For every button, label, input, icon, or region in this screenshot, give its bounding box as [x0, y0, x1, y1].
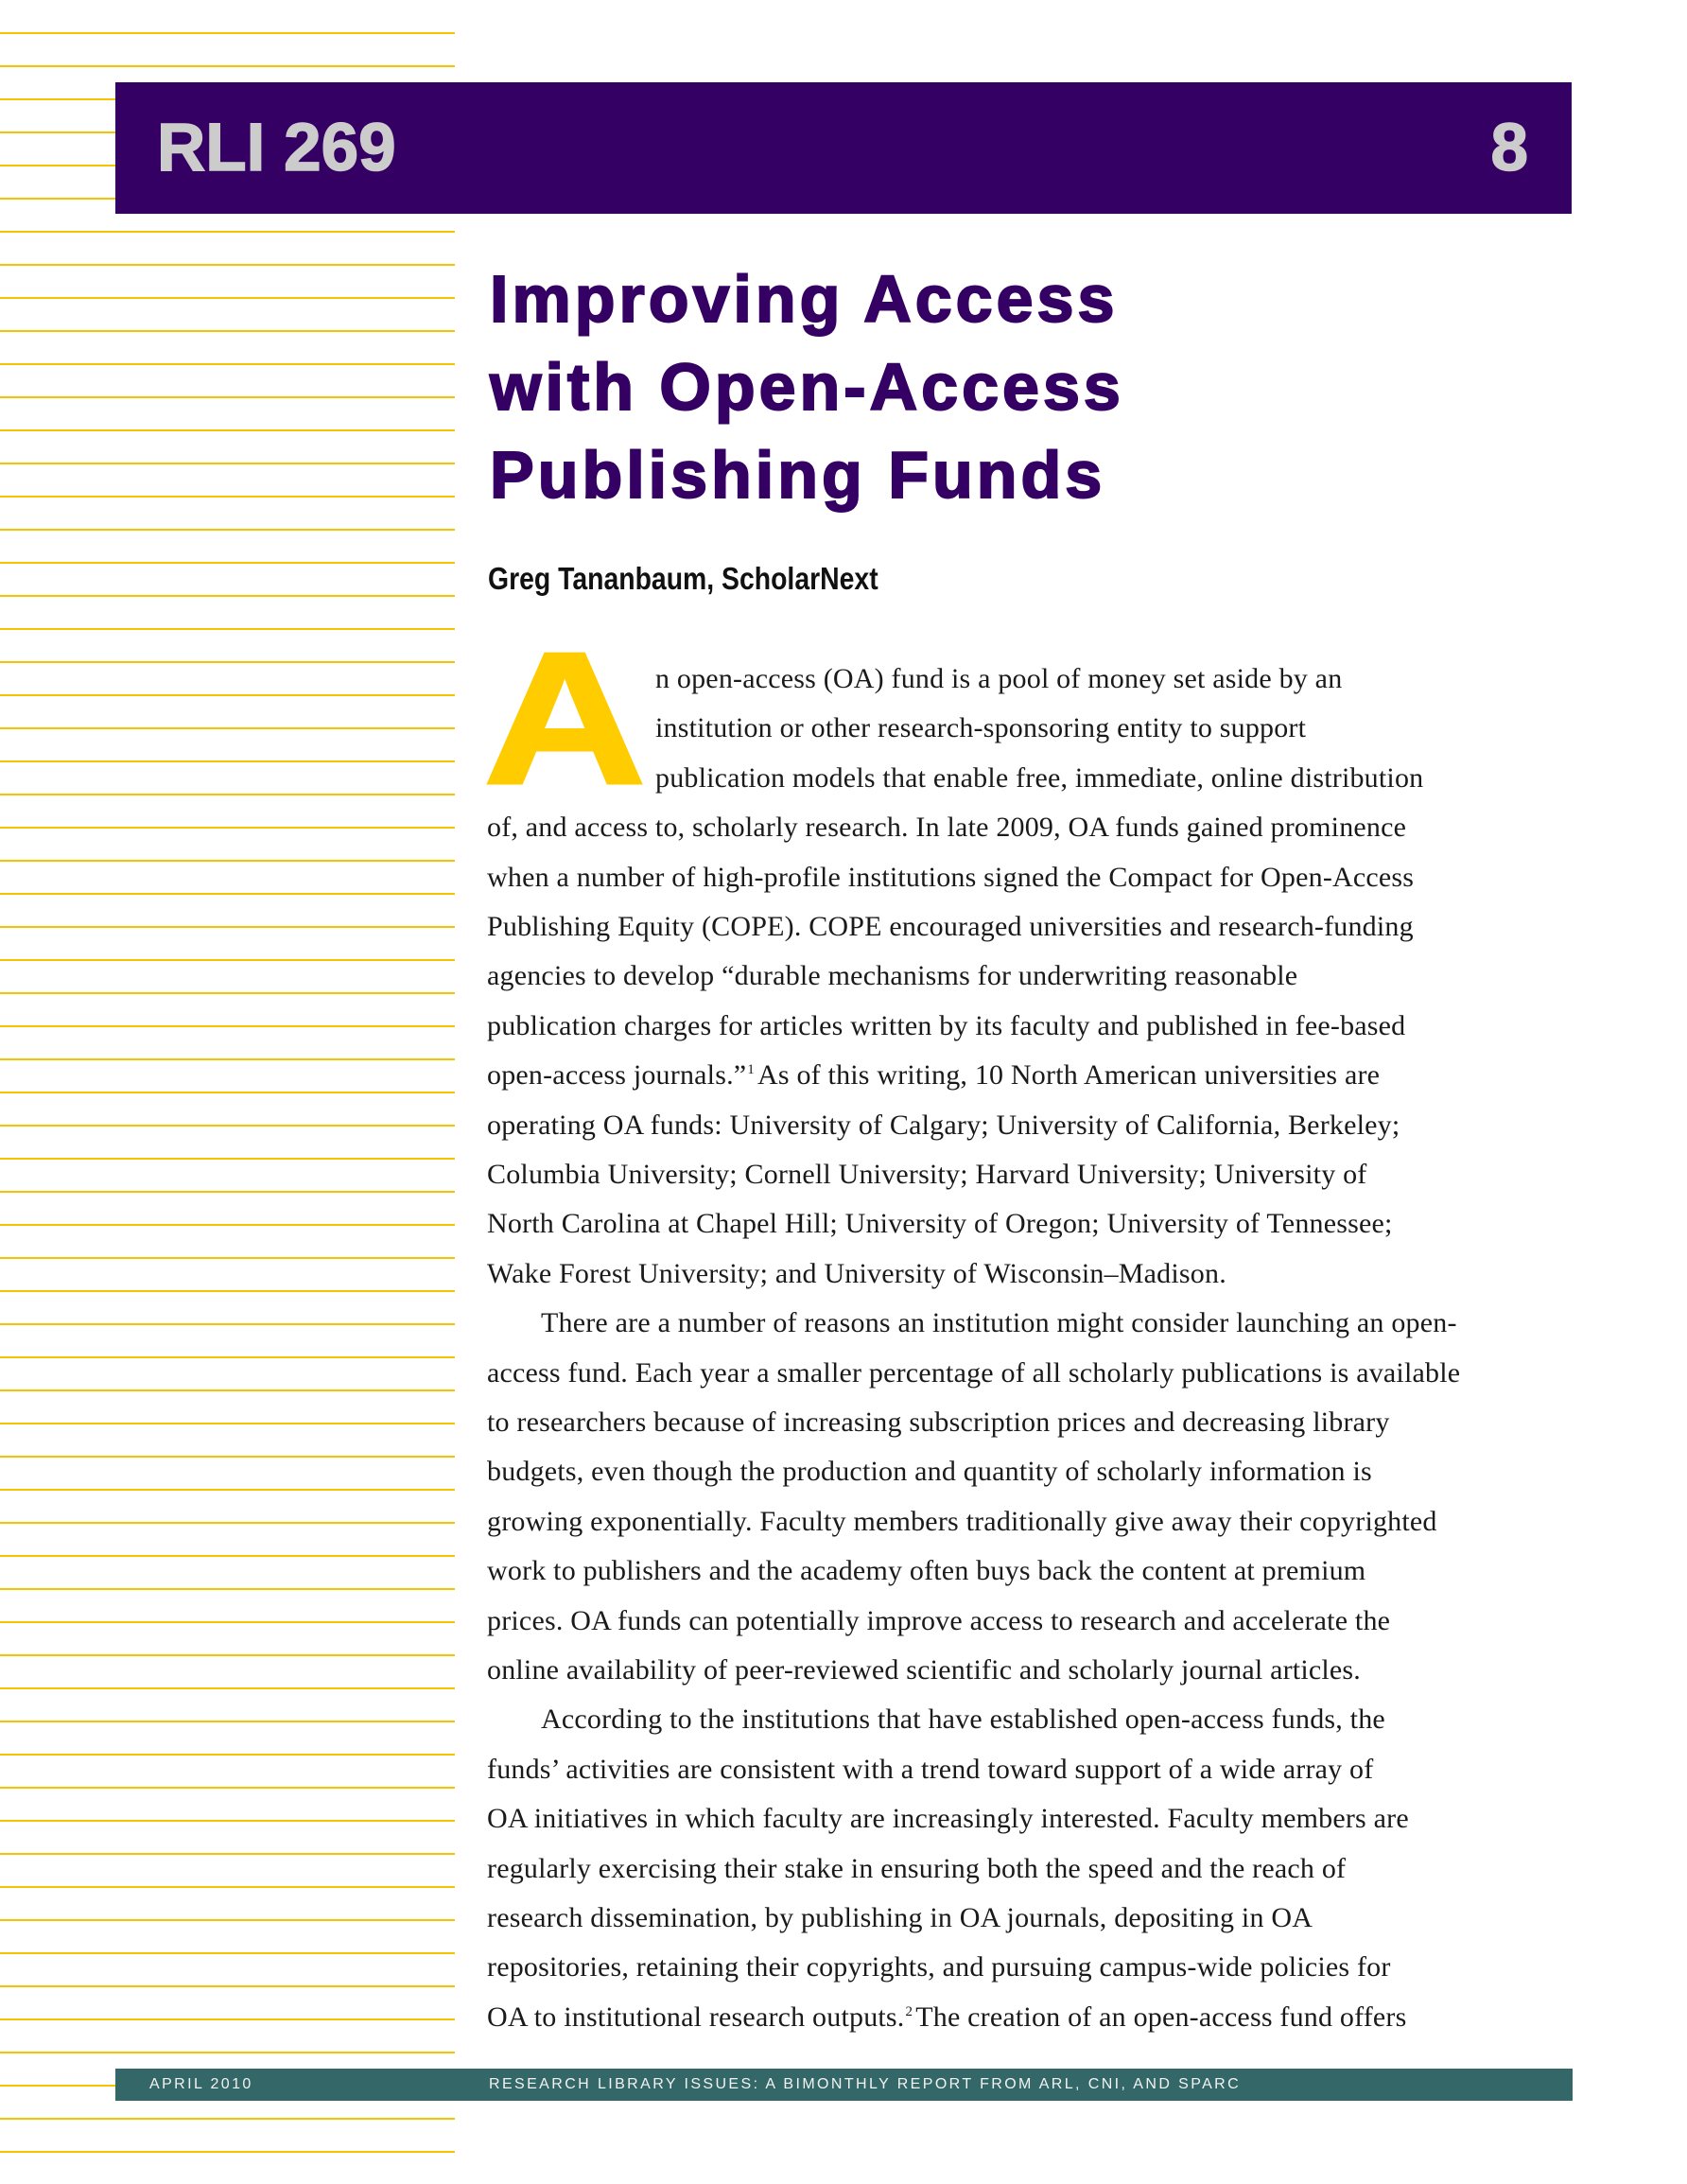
- body-line-text: when a number of high-profile institutions signed the Compact for Open-Access: [487, 861, 1415, 893]
- margin-rule: [0, 1257, 455, 1259]
- footer-band: [115, 2069, 1573, 2101]
- margin-rule: [0, 926, 455, 928]
- body-line: [487, 1101, 1400, 1150]
- margin-rule: [0, 396, 455, 398]
- body-line: [487, 952, 1297, 1001]
- margin-rule: [0, 992, 455, 994]
- body-line-text: of, and access to, scholarly research. In late 2009, OA funds gained prominence: [487, 812, 1407, 844]
- margin-rule: [0, 496, 455, 498]
- margin-rule: [0, 1787, 455, 1789]
- margin-rule: [0, 1687, 455, 1689]
- body-line-text: agencies to develop “durable mechanisms for underwriting reasonable: [487, 960, 1298, 992]
- body-line-text: publication models that enable free, immediate, online distribution: [655, 761, 1424, 794]
- body-line: [487, 902, 1414, 952]
- drop-cap: A: [483, 614, 647, 824]
- margin-rule: [0, 760, 455, 762]
- body-line: [487, 1794, 1409, 1843]
- body-line-text: North Carolina at Chapel Hill; University of Oregon; University of Tennessee;: [487, 1208, 1393, 1240]
- body-line: [487, 1447, 1372, 1496]
- body-line: [487, 1844, 1346, 1894]
- margin-rule: [0, 330, 455, 332]
- margin-rule: [0, 1555, 455, 1557]
- body-line-text: OA to institutional research outputs.: [487, 2001, 905, 2033]
- margin-rule: [0, 363, 455, 365]
- margin-rule: [0, 595, 455, 597]
- margin-rule: [0, 1092, 455, 1093]
- margin-rule: [0, 529, 455, 531]
- body-line-text: According to the institutions that have established open-access funds, the: [541, 1704, 1385, 1736]
- margin-rule: [0, 1952, 455, 1954]
- page-number: 8: [1490, 111, 1528, 185]
- body-line: [487, 1894, 1313, 1943]
- margin-rule: [0, 1025, 455, 1027]
- margin-rule: [0, 1058, 455, 1060]
- margin-rule: [0, 1290, 455, 1292]
- body-line: [655, 704, 1306, 753]
- article-title: [490, 255, 1124, 519]
- body-line-text: Columbia University; Cornell University; Harvard University; University of: [487, 1159, 1367, 1190]
- title-line: Publishing Funds: [490, 438, 1106, 512]
- issue-number: RLI 269: [157, 111, 396, 185]
- body-line-text: prices. OA funds can potentially improve access to research and accelerate the: [487, 1604, 1391, 1636]
- title-line: Improving Access: [490, 262, 1119, 336]
- body-line: [487, 1249, 1226, 1299]
- body-line-text: budgets, even though the production and quantity of scholarly information is: [487, 1456, 1372, 1488]
- margin-rule: [0, 1323, 455, 1325]
- body-line-text: research dissemination, by publishing in OA journals, depositing in OA: [487, 1902, 1313, 1933]
- margin-rule: [0, 1356, 455, 1358]
- margin-rule: [0, 727, 455, 729]
- margin-rule: [0, 562, 455, 564]
- body-line-text: There are a number of reasons an institution might consider launching an open-: [541, 1307, 1457, 1339]
- body-line: [487, 1398, 1390, 1447]
- margin-rule: [0, 1754, 455, 1756]
- body-line-text: Wake Forest University; and University of Wisconsin–Madison.: [487, 1257, 1226, 1289]
- margin-rule: [0, 2151, 455, 2153]
- margin-rule: [0, 860, 455, 862]
- margin-rule: [0, 1985, 455, 1987]
- margin-rule: [0, 1191, 455, 1193]
- body-line: [487, 1349, 1460, 1398]
- body-line: [655, 754, 1423, 803]
- margin-rule: [0, 231, 455, 233]
- body-line: [487, 1597, 1390, 1646]
- margin-rule: [0, 1456, 455, 1458]
- body-line: [655, 655, 1342, 704]
- body-line-text: n open-access (OA) fund is a pool of money set aside by an: [655, 663, 1343, 694]
- margin-rule: [0, 1158, 455, 1160]
- body-line: [487, 1497, 1437, 1546]
- footnote-reference[interactable]: 2: [905, 2003, 913, 2019]
- body-line-text: publication charges for articles written by its faculty and published in fee-based: [487, 1009, 1406, 1041]
- body-line-text: access fund. Each year a smaller percentage of all scholarly publications is available: [487, 1356, 1461, 1389]
- body-line-text: operating OA funds: University of Calgary; University of California, Berkeley;: [487, 1109, 1400, 1141]
- margin-rule: [0, 1125, 455, 1127]
- body-line: [487, 1943, 1391, 1992]
- margin-rule: [0, 1919, 455, 1921]
- margin-rule: [0, 959, 455, 961]
- body-line-text: The creation of an open-access fund offers: [915, 2001, 1407, 2033]
- margin-rule: [0, 794, 455, 795]
- body-line-text: OA initiatives in which faculty are increasingly interested. Faculty members are: [487, 1803, 1409, 1835]
- body-line: [487, 1646, 1361, 1695]
- margin-rule: [0, 1820, 455, 1822]
- footer-series-title: RESEARCH LIBRARY ISSUES: A BIMONTHLY REPORT FROM ARL, CNI, AND SPARC: [489, 2076, 1242, 2092]
- margin-rule: [0, 1389, 455, 1391]
- margin-rule: [0, 65, 455, 67]
- margin-rule: [0, 429, 455, 431]
- masthead-banner: [115, 82, 1572, 214]
- footnote-reference[interactable]: 1: [747, 1062, 755, 1078]
- article-body: [487, 655, 1584, 2054]
- body-line-text: online availability of peer-reviewed scientific and scholarly journal articles.: [487, 1654, 1362, 1686]
- body-line-text: regularly exercising their stake in ensuring both the speed and the reach of: [487, 1852, 1347, 1884]
- margin-rule: [0, 1224, 455, 1226]
- body-line: [487, 1150, 1367, 1199]
- author-byline: Greg Tananbaum, ScholarNext: [488, 561, 878, 596]
- margin-rule: [0, 628, 455, 630]
- body-line: [487, 1745, 1373, 1794]
- margin-rule: [0, 2052, 455, 2053]
- body-line-text: institution or other research-sponsoring entity to support: [655, 712, 1307, 744]
- margin-rule: [0, 1721, 455, 1722]
- margin-rule: [0, 2118, 455, 2120]
- body-line: [541, 1299, 1457, 1348]
- margin-rule: [0, 1423, 455, 1424]
- margin-rule: [0, 264, 455, 266]
- body-line-text: As of this writing, 10 North American universities are: [757, 1059, 1381, 1092]
- margin-rules: [0, 0, 455, 2184]
- margin-rule: [0, 297, 455, 299]
- margin-rule: [0, 2018, 455, 2020]
- body-line: [541, 1695, 1385, 1744]
- body-line: [487, 1002, 1405, 1051]
- margin-rule: [0, 827, 455, 829]
- margin-rule: [0, 1489, 455, 1491]
- margin-rule: [0, 463, 455, 464]
- body-line: [487, 1546, 1365, 1596]
- body-line: [487, 1993, 1407, 2042]
- margin-rule: [0, 661, 455, 663]
- title-line: with Open-Access: [490, 350, 1124, 424]
- body-line-text: work to publishers and the academy often buys back the content at premium: [487, 1555, 1366, 1587]
- margin-rule: [0, 1654, 455, 1656]
- body-line-text: growing exponentially. Faculty members traditionally give away their copyrighted: [487, 1505, 1437, 1537]
- margin-rule: [0, 1621, 455, 1623]
- margin-rule: [0, 694, 455, 696]
- footer-date: APRIL 2010: [149, 2076, 253, 2092]
- body-line: [487, 1051, 1380, 1100]
- body-line: [487, 1199, 1393, 1249]
- margin-rule: [0, 32, 455, 34]
- body-line-text: repositories, retaining their copyrights, and pursuing campus-wide policies for: [487, 1951, 1391, 1983]
- margin-rule: [0, 1853, 455, 1855]
- body-line: [487, 853, 1414, 902]
- margin-rule: [0, 893, 455, 895]
- body-line-text: open-access journals.”: [487, 1059, 747, 1092]
- body-line-text: Publishing Equity (COPE). COPE encouraged universities and research-funding: [487, 911, 1414, 942]
- body-line-text: funds’ activities are consistent with a trend toward support of a wide array of: [487, 1753, 1374, 1785]
- body-line: [487, 803, 1406, 852]
- body-line-text: to researchers because of increasing subscription prices and decreasing library: [487, 1406, 1390, 1438]
- margin-rule: [0, 1588, 455, 1590]
- margin-rule: [0, 1522, 455, 1524]
- margin-rule: [0, 1886, 455, 1888]
